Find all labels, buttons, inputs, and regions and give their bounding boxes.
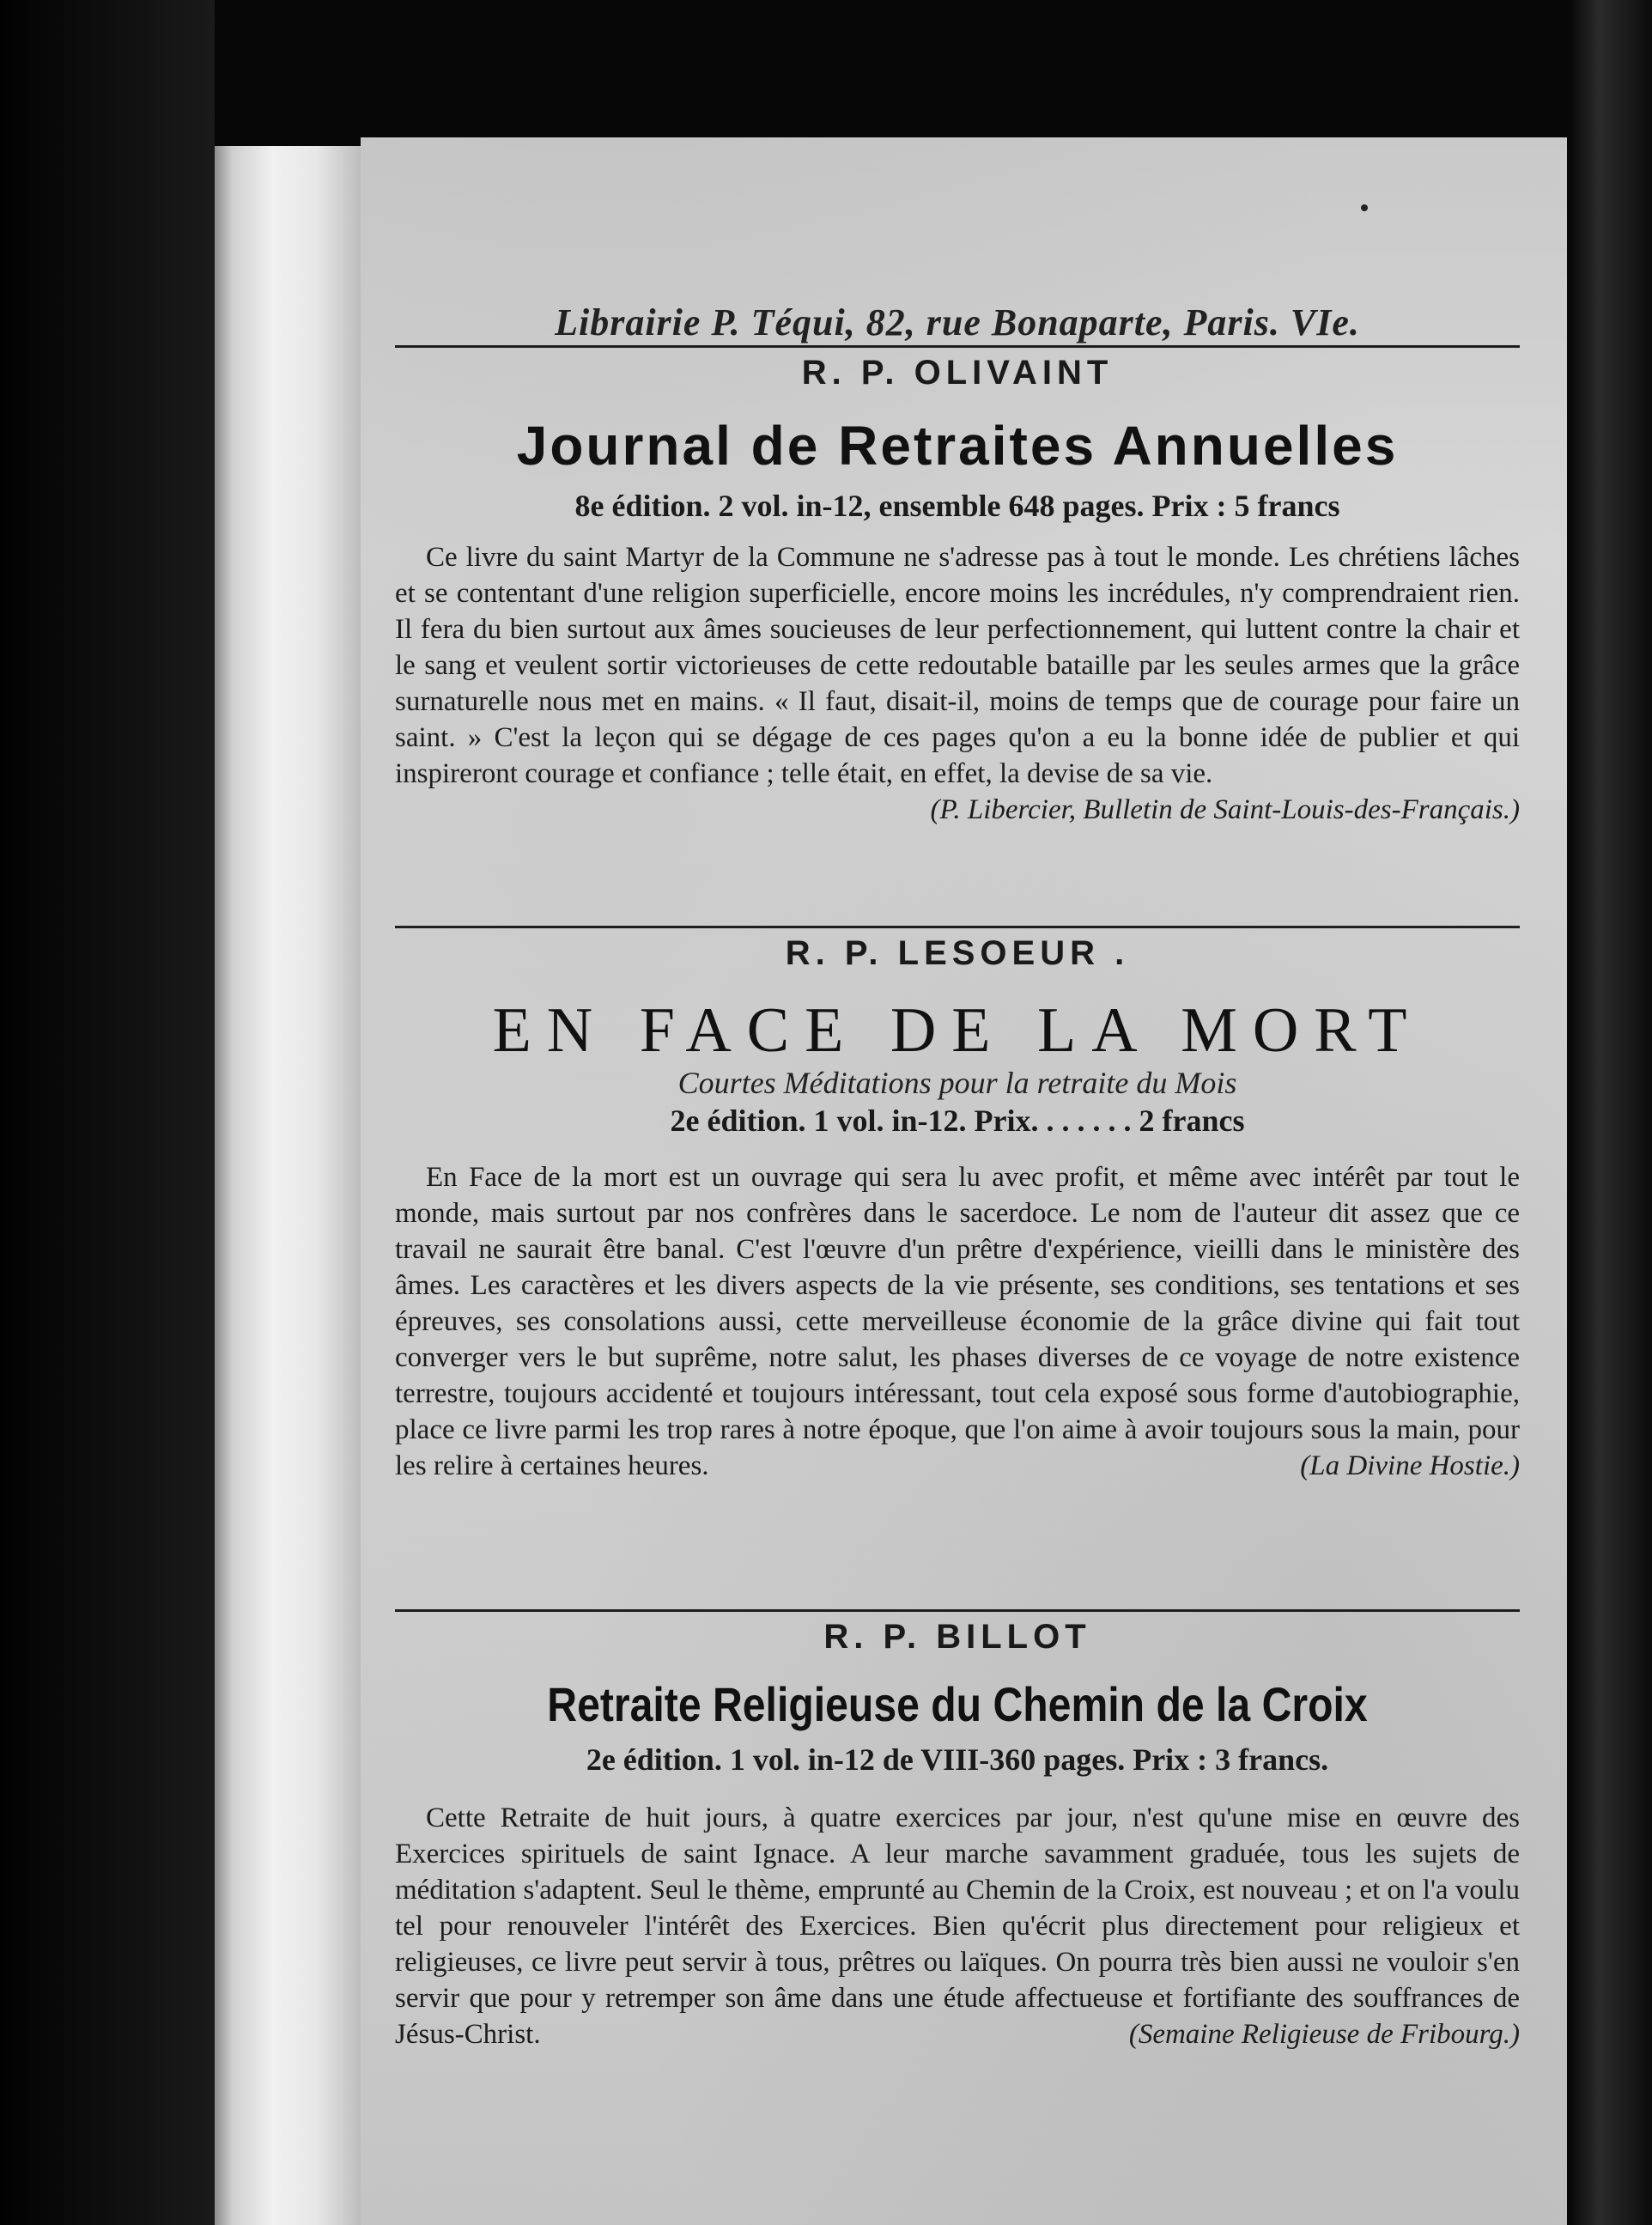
- section-review: [395, 1800, 1520, 2052]
- section-author: R. P. LESOEUR .: [785, 934, 1130, 972]
- review-source: (Semaine Religieuse de Fribourg.): [1128, 2019, 1520, 2050]
- section-edition: 2e édition. 1 vol. in-12. Prix. . . . . . . 2 francs: [670, 1103, 1245, 1138]
- ink-speck: [1361, 204, 1368, 211]
- section-author: R. P. BILLOT: [823, 1618, 1091, 1656]
- scan-border-right: [1571, 0, 1652, 2225]
- section-review: [395, 539, 1520, 828]
- section-subtitle: Courtes Méditations pour la retraite du Mois: [677, 1066, 1237, 1100]
- section-title: EN FACE DE LA MORT: [492, 995, 1423, 1066]
- section-review: [395, 1159, 1520, 1484]
- page-edge-strip: [215, 146, 361, 2225]
- section-title: Journal de Retraites Annuelles: [516, 415, 1399, 477]
- review-source: (P. Libercier, Bulletin de Saint-Louis-des-Français.): [930, 794, 1520, 825]
- document-page: [361, 137, 1567, 2225]
- section-edition: 2e édition. 1 vol. in-12 de VIII-360 pages. Prix : 3 francs.: [586, 1742, 1329, 1777]
- publisher-header: Librairie P. Téqui, 82, rue Bonaparte, Paris. VIe.: [555, 301, 1360, 343]
- review-text: Ce livre du saint Martyr de la Commune ne s'adresse pas à tout le monde. Les chrétiens lâches et se contentant d'une religion superficielle, encore moins les incrédules, n'y comprendraient rien. Il fera du bien surtout aux âmes soucieuses de leur perfectionnement, qui luttent contre la chair et le sang et veulent sortir victorieuses de cette redoutable bataille par les seules armes que la grâce surnaturelle nous met en mains. « Il faut, disait-il, moins de temps que de courage pour faire un saint. » C'est la leçon qui se dégage de ces pages qu'on a eu la bonne idée de publier et qui inspireront courage et confiance ; telle était, en effet, la devise de sa vie.: [395, 542, 1520, 789]
- section-rule: [395, 1609, 1520, 1612]
- section-edition: 8e édition. 2 vol. in-12, ensemble 648 pages. Prix : 5 francs: [574, 489, 1340, 523]
- section-rule: [395, 926, 1520, 928]
- review-text: En Face de la mort est un ouvrage qui sera lu avec profit, et même avec intérêt par tout le monde, mais surtout par nos confrères dans le sacerdoce. Le nom de l'auteur dit assez que ce travail ne saurait être banal. C'est l'œuvre d'un prêtre d'expérience, vieilli dans le ministère des âmes. Les caractères et les divers aspects de la vie présente, ses conditions, ses tentations et ses épreuves, ses consolations aussi, cette merveilleuse économie de la grâce divine qui fait tout converger vers le but suprême, notre salut, les phases diverses de ce voyage de notre existence terrestre, toujours accidenté et toujours intéressant, tout cela exposé sous forme d'autobiographie, place ce livre parmi les trop rares à notre époque, que l'on aime à avoir toujours sous la main, pour les relire à certaines heures.: [395, 1162, 1520, 1481]
- section-title: Retraite Religieuse du Chemin de la Croix: [547, 1677, 1368, 1731]
- review-source: (La Divine Hostie.): [1300, 1450, 1520, 1481]
- section-author: R. P. OLIVAINT: [801, 354, 1114, 392]
- header-rule: [395, 345, 1520, 348]
- review-text: Cette Retraite de huit jours, à quatre exercices par jour, n'est qu'une mise en œuvre des Exercices spirituels de saint Ignace. A leur marche savamment graduée, tous les sujets de méditation s'adaptent. Seul le thème, emprunté au Chemin de la Croix, est nouveau ; et on l'a voulu tel pour renouveler l'intérêt des Exercices. Bien qu'écrit plus directement pour religieux et religieuses, ce livre peut servir à tous, prêtres ou laïques. On pourra très bien aussi ne vouloir s'en servir que pour y retremper son âme dans une étude affectueuse et fortifiante des souffrances de Jésus-Christ.: [395, 1802, 1520, 2050]
- scan-border-left: [0, 0, 215, 2225]
